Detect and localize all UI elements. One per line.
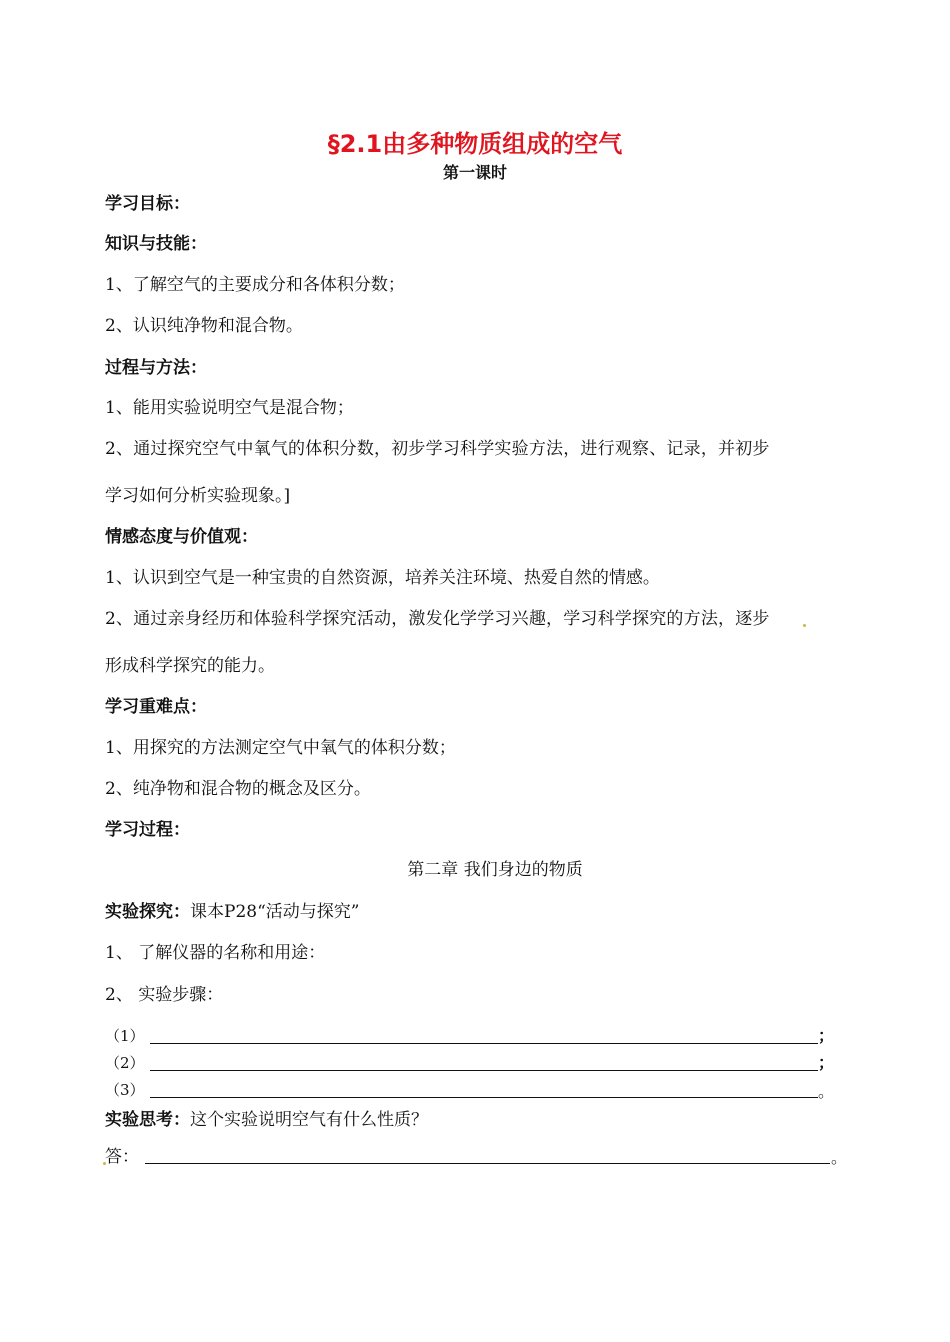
process-item-2-line-2: 学习如何分析实验现象。] [105,486,291,506]
attitude-item-2-line-1: 2、通过亲身经历和体验科学探究活动，激发化学学习兴趣，学习科学探究的方法，逐步 [105,609,770,629]
experiment-label: 实验探究： [105,902,190,922]
thinking-line [105,1108,428,1132]
knowledge-item-2: 2、认识纯净物和混合物。 [105,316,303,336]
answer-end: 。 [831,1148,848,1167]
process-item-1: 1、能用实验说明空气是混合物； [105,398,354,418]
attitude-item-2-line-2: 形成科学探究的能力。 [105,656,275,676]
knowledge-item-1: 1、了解空气的主要成分和各体积分数； [105,275,405,295]
key-points-heading: 学习重难点： [105,697,207,717]
knowledge-heading: 知识与技能： [105,234,207,254]
experiment-text: 课本P28“活动与探究” [190,902,360,922]
step-2-blank[interactable] [150,1070,818,1071]
attitude-item-1: 1、认识到空气是一种宝贵的自然资源，培养关注环境、热爱自然的情感。 [105,568,660,588]
process-item-2-line-1: 2、通过探究空气中氧气的体积分数，初步学习科学实验方法，进行观察、记录，并初步 [105,439,770,459]
attitude-heading: 情感态度与价值观： [105,527,258,547]
key-point-2: 2、纯净物和混合物的概念及区分。 [105,779,371,799]
answer-label: 答： [105,1147,139,1167]
step-2-end: ； [818,1053,835,1072]
step-3-blank[interactable] [150,1097,818,1098]
thinking-question: 这个实验说明空气有什么性质？ [190,1110,428,1130]
chapter-title: 第二章 我们身边的物质 [407,860,583,880]
thinking-label: 实验思考： [105,1110,190,1130]
key-point-1: 1、用探究的方法测定空气中氧气的体积分数； [105,738,456,758]
step-1-blank[interactable] [150,1043,818,1044]
step-1-number: （1） [105,1027,145,1045]
process-heading: 过程与方法： [105,358,207,378]
stray-mark [803,624,806,627]
step-1-end: ； [818,1026,835,1045]
answer-blank[interactable] [145,1163,830,1164]
experiment-item-1: 1、 了解仪器的名称和用途： [105,943,326,963]
objectives-heading: 学习目标： [105,194,190,214]
step-3-end: 。 [818,1082,835,1101]
step-3-number: （3） [105,1081,145,1099]
experiment-item-2: 2、 实验步骤： [105,985,224,1005]
learning-process-heading: 学习过程： [105,820,190,840]
step-2-number: （2） [105,1054,145,1072]
document-title: §2.1由多种物质组成的空气 [327,130,623,158]
document-subtitle: 第一课时 [442,163,507,182]
experiment-line [105,900,359,924]
